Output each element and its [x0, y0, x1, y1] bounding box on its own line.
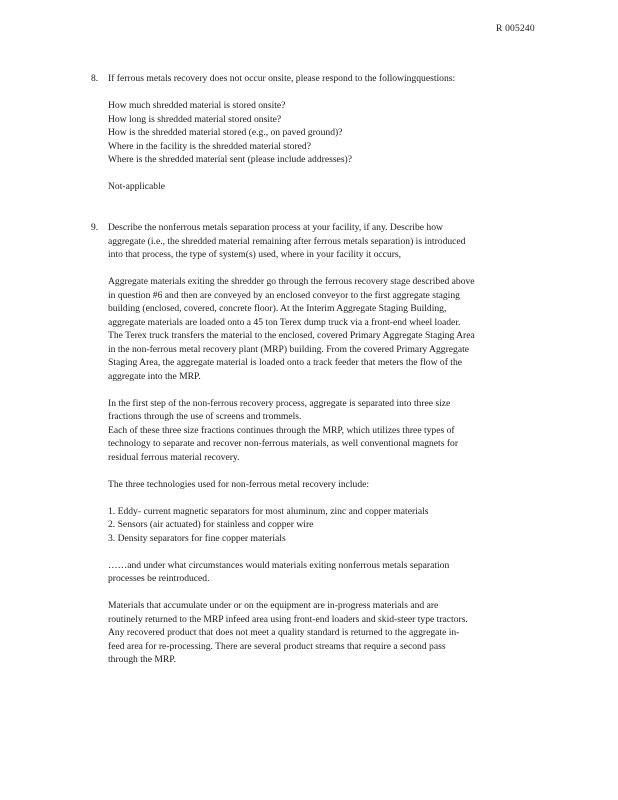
answer-line: Any recovered product that does not meet a quality standard is returned to the aggregate in- [108, 627, 460, 638]
answer-line: technology to separate and recover non-ferrous materials, as well conventional magnets for [108, 438, 459, 449]
answer-line: in the non-ferrous metal recovery plant (MRP) building. From the covered Primary Aggregate [108, 343, 470, 355]
question-number: 9. [91, 222, 99, 233]
answer-line: routinely returned to the MRP infeed area using front-end loaders and skid-steer type tractors. [108, 613, 468, 625]
answer-line: aggregate into the MRP. [108, 370, 201, 382]
answer-line: fractions through the use of screens and trommels. [108, 411, 302, 422]
answer-line: residual ferrous material recovery. [108, 451, 240, 463]
answer-line: in question #6 and then are conveyed by an enclosed conveyor to the first aggregate staging [108, 289, 460, 301]
sub-question: How much shredded material is stored onsite? [108, 100, 286, 111]
question-9 [91, 221, 561, 667]
answer-line: Materials that accumulate under or on the equipment are in-progress materials and are [108, 600, 439, 611]
answer-line: The Terex truck transfers the material to the enclosed, covered Primary Aggregate Staging Area [108, 330, 475, 341]
answer-line: In the first step of the non-ferrous recovery process, aggregate is separated into three size [108, 397, 451, 409]
followup-line: processes be reintroduced. [108, 573, 210, 584]
question-9-body [108, 221, 561, 667]
answer-line: through the MRP. [108, 654, 176, 665]
answer-text: Not-applicable [108, 181, 166, 192]
question-line: Describe the nonferrous metals separation process at your facility, if any. Describe how [108, 222, 443, 233]
sub-question: Where is the shredded material sent (please include addresses)? [108, 154, 353, 165]
answer-line: Each of these three size fractions continues through the MRP, which utilizes three types of [108, 424, 455, 436]
question-8 [91, 72, 561, 194]
technology-item: 1. Eddy- current magnetic separators for most aluminum, zinc and copper materials [108, 505, 429, 517]
sub-question: How is the shredded material stored (e.g., on paved ground)? [108, 127, 343, 138]
question-line: into that process, the type of system(s) used, where in your facility it occurs, [108, 249, 402, 260]
answer-line: Aggregate materials exiting the shredder go through the ferrous recovery stage described above [108, 276, 475, 287]
sub-question: Where in the facility is the shredded material stored? [108, 140, 311, 152]
question-line: aggregate (i.e., the shredded material remaining after ferrous metals separation) is introduced [108, 235, 466, 247]
technology-item: 3. Density separators for fine copper materials [108, 532, 286, 544]
followup-line: ……and under what circumstances would materials exiting nonferrous metals separation [108, 559, 450, 571]
question-8-body [108, 72, 561, 194]
question-number: 8. [91, 73, 99, 84]
technology-item: 2. Sensors (air actuated) for stainless and copper wire [108, 519, 314, 530]
question-text: If ferrous metals recovery does not occur onsite, please respond to the followingquestions: [108, 73, 456, 84]
answer-line: building (enclosed, covered, concrete floor). At the Interim Aggregate Staging Building, [108, 303, 447, 314]
answer-line: aggregate materials are loaded onto a 45 ton Terex dump truck via a front-end wheel loader. [108, 316, 461, 328]
sub-question: How long is shredded material stored onsite? [108, 113, 282, 125]
technologies-intro: The three technologies used for non-ferrous metal recovery include: [108, 478, 370, 490]
page-identifier: R 005240 [496, 24, 535, 34]
answer-line: feed area for re-processing. There are several product streams that require a second pass [108, 640, 446, 652]
answer-line: Staging Area, the aggregate material is loaded onto a track feeder that meters the flow of the [108, 357, 463, 368]
